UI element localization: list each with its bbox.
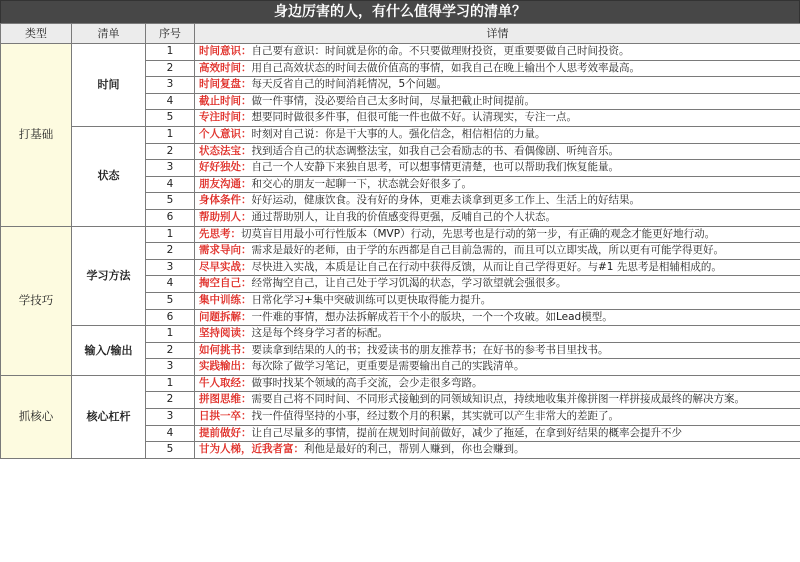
keyword-colon: ： <box>241 277 252 290</box>
detail-cell <box>195 276 800 293</box>
keyword-colon: ： <box>241 127 252 140</box>
keyword-colon: ： <box>241 293 252 306</box>
detail-text: 日常化学习+集中突破训练可以更快取得能力提升。 <box>251 293 492 306</box>
detail-cell <box>195 93 800 110</box>
keyword-colon: ： <box>241 343 252 356</box>
detail-text: 做事时找某个领域的高手交流，会少走很多弯路。 <box>251 376 483 389</box>
sheet-title: 身边厉害的人，有什么值得学习的清单？ <box>0 0 800 24</box>
detail-cell <box>195 309 800 326</box>
detail-cell <box>195 226 800 243</box>
table-row <box>1 375 800 392</box>
keyword-colon: ： <box>241 410 252 423</box>
detail-cell <box>195 425 800 442</box>
num-cell: 1 <box>146 226 195 243</box>
detail-text: 通过帮助别人，让自我的价值感变得更强，反哺自己的个人状态。 <box>251 210 556 223</box>
detail-cell <box>195 359 800 376</box>
detail-keyword: 时间复盘 <box>199 78 241 91</box>
num-cell: 2 <box>146 243 195 260</box>
table-row <box>1 226 800 243</box>
num-cell: 4 <box>146 176 195 193</box>
num-cell: 4 <box>146 425 195 442</box>
detail-text: 时刻对自己说：你是干大事的人。强化信念，相信相信的力量。 <box>251 127 546 140</box>
num-cell: 1 <box>146 375 195 392</box>
num-cell: 2 <box>146 143 195 160</box>
list-cell: 输入/输出 <box>72 326 146 376</box>
keyword-colon: ： <box>241 61 252 74</box>
detail-cell <box>195 193 800 210</box>
num-cell: 2 <box>146 60 195 77</box>
detail-keyword: 朋友沟通 <box>199 177 241 190</box>
detail-keyword: 掏空自己 <box>199 277 241 290</box>
list-cell: 状态 <box>72 126 146 226</box>
keyword-colon: ： <box>241 194 252 207</box>
detail-text: 经常掏空自己，让自己处于学习饥渴的状态，学习欲望就会强很多。 <box>251 277 567 290</box>
detail-cell <box>195 375 800 392</box>
detail-text: 做一件事情，没必要给自己太多时间，尽量把截止时间提前。 <box>251 94 535 107</box>
detail-keyword: 先思考 <box>199 227 231 240</box>
detail-text: 需求是最好的老师，由于学的东西都是自己目前急需的，而且可以立即实战，所以更有可能学得更好。 <box>251 244 724 257</box>
detail-cell <box>195 209 800 226</box>
keyword-colon: ： <box>241 94 252 107</box>
detail-keyword: 牛人取经 <box>199 376 241 389</box>
detail-cell <box>195 409 800 426</box>
detail-keyword: 如何挑书 <box>199 343 241 356</box>
num-cell: 1 <box>146 326 195 343</box>
num-cell: 2 <box>146 392 195 409</box>
detail-keyword: 尽早实战 <box>199 260 241 273</box>
detail-keyword: 身体条件 <box>199 194 241 207</box>
keyword-colon: ： <box>293 443 304 456</box>
num-cell: 5 <box>146 193 195 210</box>
num-cell: 5 <box>146 442 195 459</box>
detail-keyword: 问题拆解 <box>199 310 241 323</box>
detail-keyword: 实践输出 <box>199 360 241 373</box>
detail-keyword: 时间意识 <box>199 45 241 57</box>
detail-keyword: 集中训练 <box>199 293 241 306</box>
detail-keyword: 坚持阅读 <box>199 327 241 340</box>
detail-cell <box>195 126 800 143</box>
keyword-colon: ： <box>241 210 252 223</box>
num-cell: 3 <box>146 409 195 426</box>
keyword-colon: ： <box>241 45 252 57</box>
detail-keyword: 个人意识 <box>199 127 241 140</box>
keyword-colon: ： <box>241 310 252 323</box>
keyword-colon: ： <box>241 244 252 257</box>
keyword-colon: ： <box>230 227 241 240</box>
table-body <box>1 44 800 459</box>
header-list: 清单 <box>72 24 146 44</box>
detail-text: 和交心的朋友一起聊一下，状态就会好很多了。 <box>251 177 472 190</box>
detail-cell <box>195 342 800 359</box>
detail-text: 需要自己将不同时间、不同形式接触到的同领域知识点，持续地收集并像拼图一样拼接成最终的解决方案。 <box>251 393 745 406</box>
detail-text: 要读拿到结果的人的书；找爱读书的朋友推荐书；在好书的参考书目里找书。 <box>251 343 609 356</box>
header-row <box>1 24 800 44</box>
keyword-colon: ： <box>241 426 252 439</box>
detail-keyword: 专注时间 <box>199 111 241 124</box>
table-row <box>1 126 800 143</box>
detail-cell <box>195 326 800 343</box>
detail-text: 每天反省自己的时间消耗情况，5个问题。 <box>251 78 448 91</box>
detail-cell <box>195 60 800 77</box>
detail-text: 一件难的事情，想办法拆解成若干个小的版块，一个一个攻破。如Lead模型。 <box>251 310 613 323</box>
num-cell: 4 <box>146 276 195 293</box>
list-cell: 时间 <box>72 44 146 127</box>
num-cell: 5 <box>146 292 195 309</box>
num-cell: 6 <box>146 309 195 326</box>
detail-text: 尽快进入实战，本质是让自己在行动中获得反馈，从而让自己学得更好。与#1 先思考是相辅相成的。 <box>251 260 722 273</box>
num-cell: 1 <box>146 44 195 61</box>
detail-cell <box>195 77 800 94</box>
keyword-colon: ： <box>241 360 252 373</box>
detail-keyword: 需求导向 <box>199 244 241 257</box>
detail-keyword: 好好独处 <box>199 161 241 174</box>
detail-cell <box>195 259 800 276</box>
keyword-colon: ： <box>241 177 252 190</box>
detail-text: 用自己高效状态的时间去做价值高的事情，如我自己在晚上输出个人思考效率最高。 <box>251 61 640 74</box>
detail-text: 自己要有意识：时间就是你的命。不只要做理财投资，更重要要做自己时间投资。 <box>251 45 630 57</box>
detail-text: 好好运动，健康饮食。没有好的身体，更难去谈拿到更多工作上、生活上的好结果。 <box>251 194 640 207</box>
detail-keyword: 日拱一卒 <box>199 410 241 423</box>
detail-text: 找到适合自己的状态调整法宝，如我自己会看励志的书、看偶像剧、听纯音乐。 <box>251 144 619 157</box>
detail-keyword: 甘为人梯，近我者富 <box>199 443 294 456</box>
keyword-colon: ： <box>241 161 252 174</box>
keyword-colon: ： <box>241 327 252 340</box>
detail-cell <box>195 176 800 193</box>
detail-text: 利他是最好的利己，帮别人赚到，你也会赚到。 <box>304 443 525 456</box>
num-cell: 4 <box>146 93 195 110</box>
detail-keyword: 拼图思维 <box>199 393 241 406</box>
checklist-table <box>0 23 800 459</box>
table-row <box>1 326 800 343</box>
list-cell: 学习方法 <box>72 226 146 326</box>
keyword-colon: ： <box>241 376 252 389</box>
keyword-colon: ： <box>241 111 252 124</box>
num-cell: 5 <box>146 110 195 127</box>
detail-cell <box>195 143 800 160</box>
detail-cell <box>195 442 800 459</box>
detail-cell <box>195 110 800 127</box>
detail-cell <box>195 160 800 177</box>
num-cell: 3 <box>146 160 195 177</box>
keyword-colon: ： <box>241 260 252 273</box>
detail-text: 每次除了做学习笔记，更重要是需要输出自己的实践清单。 <box>251 360 525 373</box>
detail-cell <box>195 44 800 61</box>
keyword-colon: ： <box>241 393 252 406</box>
header-num: 序号 <box>146 24 195 44</box>
num-cell: 3 <box>146 359 195 376</box>
list-cell: 核心杠杆 <box>72 375 146 458</box>
num-cell: 2 <box>146 342 195 359</box>
detail-text: 自己一个人安静下来独自思考，可以想事情更清楚，也可以帮助我们恢复能量。 <box>251 161 619 174</box>
header-detail: 详情 <box>195 24 800 44</box>
keyword-colon: ： <box>241 144 252 157</box>
detail-keyword: 帮助别人 <box>199 210 241 223</box>
type-cell: 学技巧 <box>1 226 72 375</box>
detail-cell <box>195 292 800 309</box>
detail-keyword: 提前做好 <box>199 426 241 439</box>
type-cell: 打基础 <box>1 44 72 227</box>
detail-text: 切莫盲目用最小可行性版本（MVP）行动，先思考也是行动的第一步，有正确的观念才能更好地行动。 <box>241 227 716 240</box>
type-cell: 抓核心 <box>1 375 72 458</box>
detail-cell <box>195 392 800 409</box>
detail-keyword: 状态法宝 <box>199 144 241 157</box>
header-type: 类型 <box>1 24 72 44</box>
num-cell: 1 <box>146 126 195 143</box>
detail-text: 这是每个终身学习者的标配。 <box>251 327 388 340</box>
detail-keyword: 截止时间 <box>199 94 241 107</box>
detail-text: 找一件值得坚持的小事，经过数个月的积累，其实就可以产生非常大的差距了。 <box>251 410 619 423</box>
detail-keyword: 高效时间 <box>199 61 241 74</box>
detail-cell <box>195 243 800 260</box>
keyword-colon: ： <box>241 78 252 91</box>
detail-text: 想要同时做很多件事，但很可能一件也做不好。认清现实，专注一点。 <box>251 111 577 124</box>
num-cell: 3 <box>146 259 195 276</box>
num-cell: 3 <box>146 77 195 94</box>
num-cell: 6 <box>146 209 195 226</box>
detail-text: 让自己尽量多的事情，提前在规划时间前做好，减少了拖延，在拿到好结果的概率会提升不少 <box>251 426 682 439</box>
table-row <box>1 44 800 61</box>
